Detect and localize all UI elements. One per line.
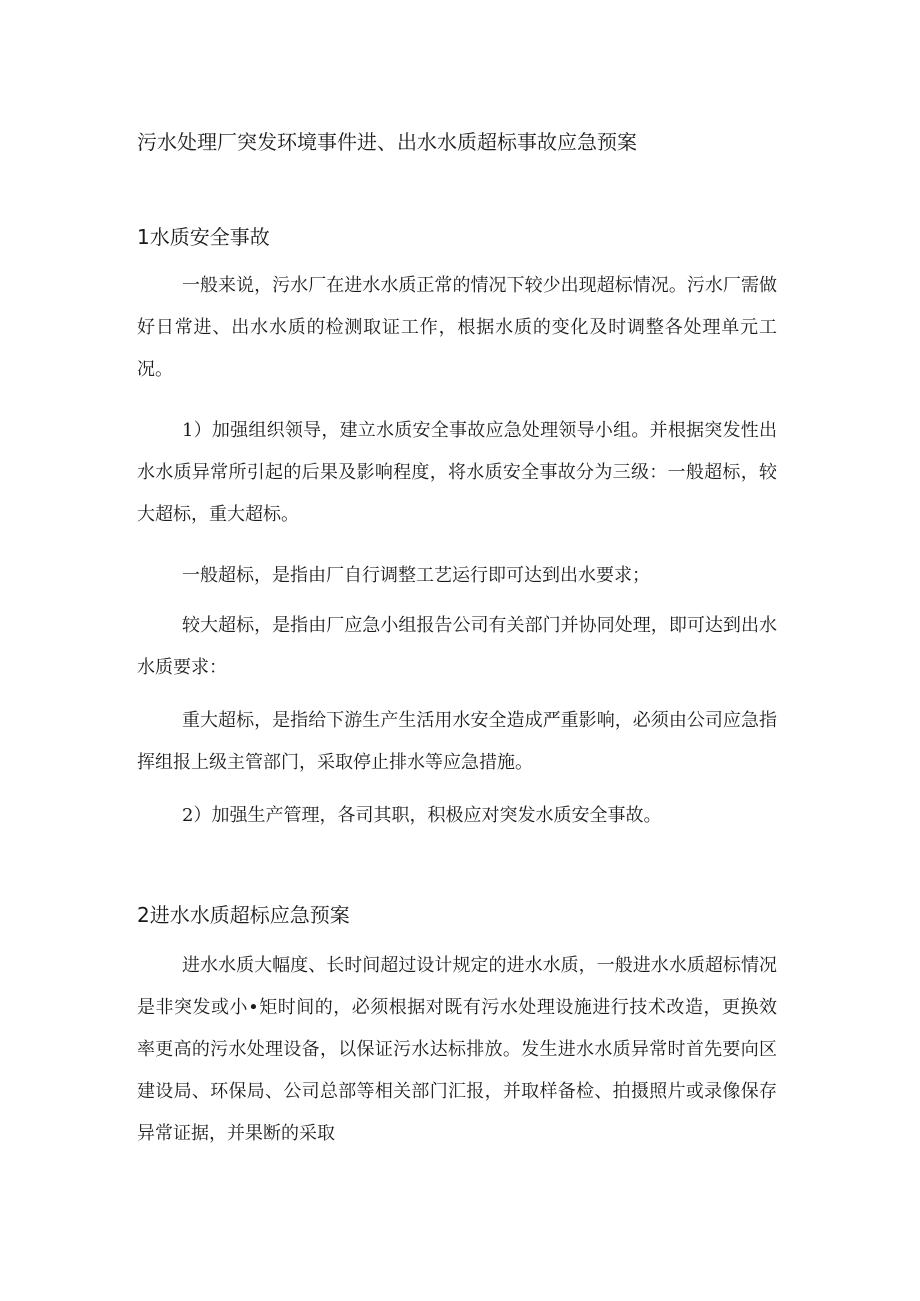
- paragraph-organization-leadership: 1）加强组织领导，建立水质安全事故应急处理领导小组。并根据突发性出水水质异常所引起的后果及影响程度，将水质安全事故分为三级：一般超标，较大超标，重大超标。: [137, 420, 777, 525]
- paragraph-intro: 一般来说，污水厂在进水水质正常的情况下较少出现超标情况。污水厂需做好日常进、出水水质的检测取证工作，根据水质的变化及时调整各处理单元工况。: [137, 275, 777, 380]
- document-title: 污水处理厂突发环境事件进、出水水质超标事故应急预案: [137, 130, 637, 154]
- paragraph-general-exceedance: 一般超标，是指由厂自行调整工艺运行即可达到出水要求；: [182, 565, 650, 586]
- paragraph-larger-exceedance: 较大超标，是指由厂应急小组报告公司有关部门并协同处理，即可达到出水水质要求：: [137, 615, 777, 678]
- section-heading-water-quality-safety: 1水质安全事故: [137, 225, 270, 249]
- paragraph-production-management: 2）加强生产管理，各司其职，积极应对突发水质安全事故。: [182, 805, 662, 826]
- section-heading-influent-exceedance-plan: 2进水水质超标应急预案: [137, 903, 350, 927]
- paragraph-influent-exceedance: 进水水质大幅度、长时间超过设计规定的进水水质，一般进水水质超标情况是非突发或小•矩时间的，必须根据对既有污水处理设施进行技术改造，更换效率更高的污水处理设备，以保证污水达标排放。发生进水水质异常时首先要向区建设局、环保局、公司总部等相关部门汇报，并取样备检、拍摄照片或录像保存异常证据，并果断的采取: [137, 955, 777, 1144]
- paragraph-major-exceedance: 重大超标，是指给下游生产生活用水安全造成严重影响，必须由公司应急指挥组报上级主管部门，采取停止排水等应急措施。: [137, 710, 777, 773]
